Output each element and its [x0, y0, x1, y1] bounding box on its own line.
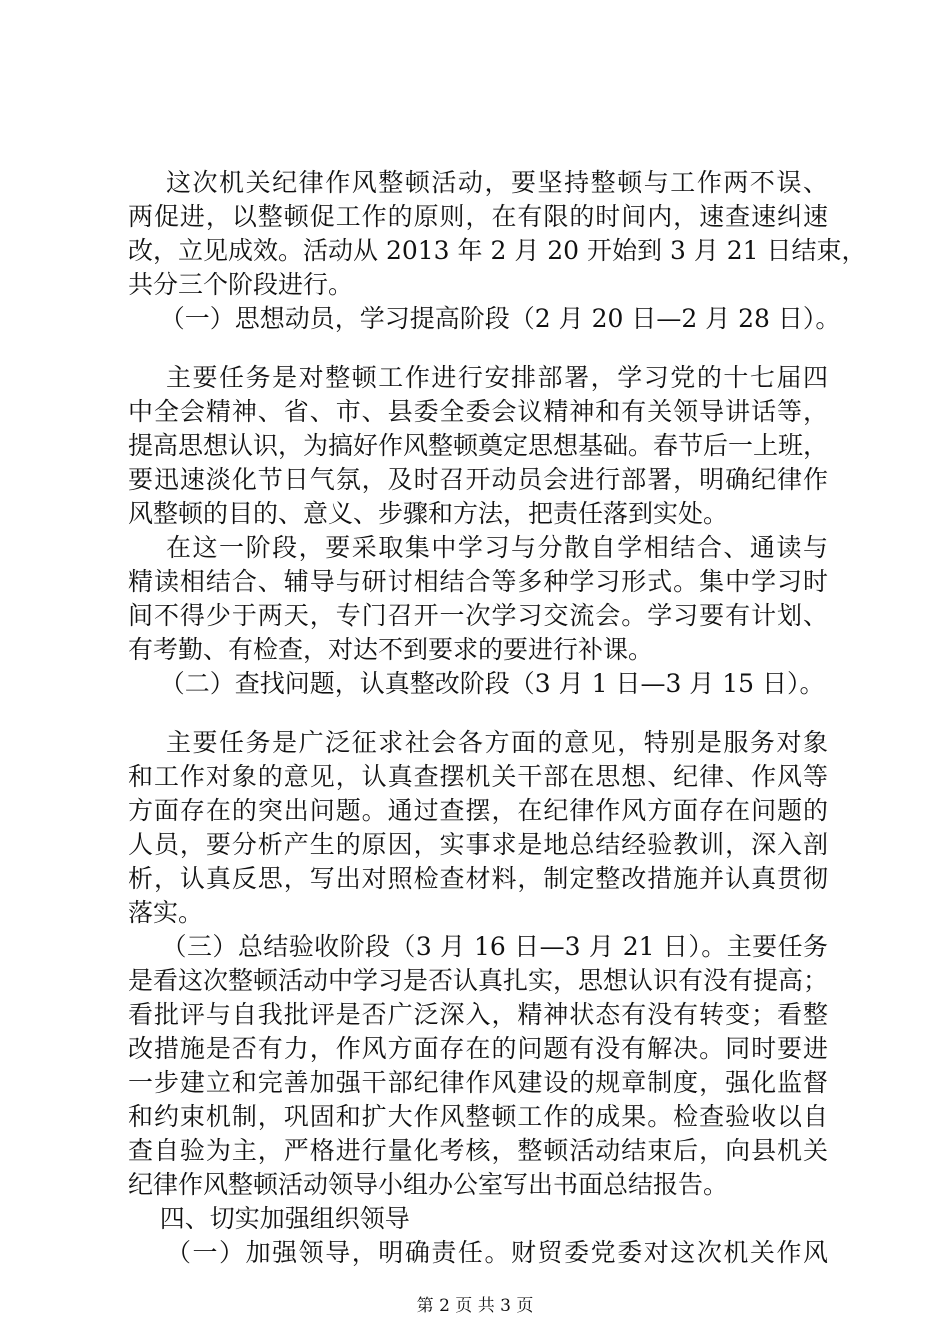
- page-number-footer: 第 2 页 共 3 页: [416, 1296, 534, 1316]
- text-line: 落实。: [128, 898, 204, 927]
- text-line: 方面存在的突出问题。通过查摆，在纪律作风方面存在问题的: [128, 796, 828, 825]
- section-heading: 四、切实加强组织领导: [128, 1204, 410, 1233]
- text-line: 中全会精神、省、市、县委全委会议精神和有关领导讲话等，: [128, 397, 828, 426]
- text-line: 主要任务是对整顿工作进行安排部署，学习党的十七届四: [128, 363, 828, 392]
- text-line: 有考勤、有检查，对达不到要求的要进行补课。: [128, 635, 654, 664]
- text-line: 纪律作风整顿活动领导小组办公室写出书面总结报告。: [128, 1170, 729, 1199]
- text-line: 主要任务是广泛征求社会各方面的意见，特别是服务对象: [128, 728, 828, 757]
- text-line: 改，立见成效。活动从 2013 年 2 月 20 开始到 3 月 21 日结束，: [128, 236, 867, 265]
- section-heading: （一）思想动员，学习提高阶段（2 月 20 日—2 月 28 日）。: [128, 304, 841, 333]
- text-line: 改措施是否有力，作风方面存在的问题有没有解决。同时要进: [128, 1034, 828, 1063]
- text-line: （一）加强领导，明确责任。财贸委党委对这次机关作风: [128, 1238, 828, 1267]
- text-line: 在这一阶段，要采取集中学习与分散自学相结合、通读与: [128, 533, 828, 562]
- text-line: 和约束机制，巩固和扩大作风整顿工作的成果。检查验收以自: [128, 1102, 828, 1131]
- text-line: 析，认真反思，写出对照检查材料，制定整改措施并认真贯彻: [128, 864, 828, 893]
- section-heading: （三）总结验收阶段（3 月 16 日—3 月 21 日）。主要任务: [128, 932, 828, 961]
- section-heading: （二）查找问题，认真整改阶段（3 月 1 日—3 月 15 日）。: [128, 669, 825, 698]
- text-line: 看批评与自我批评是否广泛深入，精神状态有没有转变；看整: [128, 1000, 828, 1029]
- text-line: 查自验为主，严格进行量化考核，整顿活动结束后，向县机关: [128, 1136, 828, 1165]
- text-line: 是看这次整顿活动中学习是否认真扎实，思想认识有没有提高；: [128, 966, 829, 995]
- text-line: 间不得少于两天，专门召开一次学习交流会。学习要有计划、: [128, 601, 828, 630]
- text-line: 精读相结合、辅导与研讨相结合等多种学习形式。集中学习时: [128, 567, 828, 596]
- text-line: 两促进，以整顿促工作的原则，在有限的时间内，速查速纠速: [128, 202, 828, 231]
- text-line: 提高思想认识，为搞好作风整顿奠定思想基础。春节后一上班，: [128, 431, 829, 460]
- text-line: 这次机关纪律作风整顿活动，要坚持整顿与工作两不误、: [128, 168, 828, 197]
- text-line: 一步建立和完善加强干部纪律作风建设的规章制度，强化监督: [128, 1068, 828, 1097]
- text-line: 人员，要分析产生的原因，实事求是地总结经验教训，深入剖: [128, 830, 828, 859]
- text-line: 要迅速淡化节日气氛，及时召开动员会进行部署，明确纪律作: [128, 465, 828, 494]
- text-line: 共分三个阶段进行。: [128, 270, 354, 299]
- text-line: 风整顿的目的、意义、步骤和方法，把责任落到实处。: [128, 499, 729, 528]
- text-line: 和工作对象的意见，认真查摆机关干部在思想、纪律、作风等: [128, 762, 828, 791]
